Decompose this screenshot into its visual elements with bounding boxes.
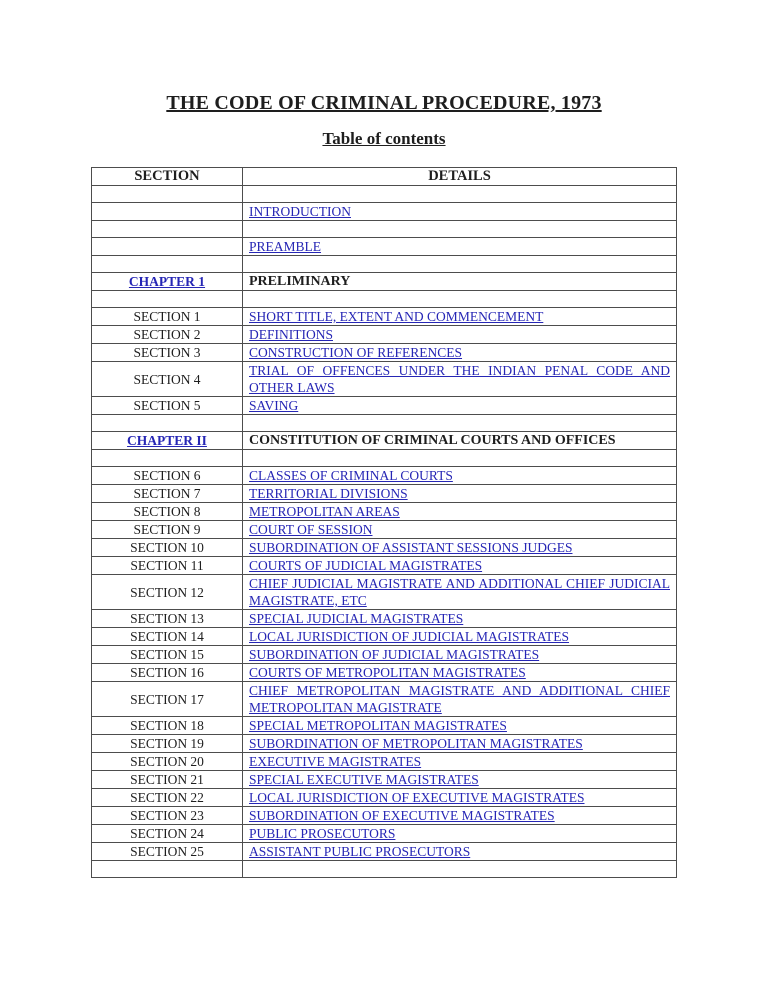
- table-row: [92, 575, 677, 610]
- section-cell: [92, 291, 243, 308]
- section-cell: [92, 203, 243, 221]
- section-detail-link[interactable]: CHIEF METROPOLITAN MAGISTRATE AND ADDITIONAL CHIEF METROPOLITAN MAGISTRATE: [249, 683, 670, 715]
- section-detail-link[interactable]: CLASSES OF CRIMINAL COURTS: [249, 468, 453, 483]
- table-row: [92, 825, 677, 843]
- section-cell: SECTION 1: [92, 308, 243, 326]
- toc-table: [91, 167, 677, 878]
- chapter-link[interactable]: CHAPTER II: [127, 433, 207, 448]
- section-detail-link[interactable]: SUBORDINATION OF METROPOLITAN MAGISTRATES: [249, 736, 583, 751]
- table-row: [92, 362, 677, 397]
- toc-header-row: [92, 168, 677, 186]
- details-cell: [243, 753, 677, 771]
- section-detail-link[interactable]: SUBORDINATION OF JUDICIAL MAGISTRATES: [249, 647, 540, 662]
- section-detail-link[interactable]: DEFINITIONS: [249, 327, 333, 342]
- details-cell: [243, 467, 677, 485]
- section-cell: [92, 221, 243, 238]
- table-row: [92, 789, 677, 807]
- section-cell: SECTION 25: [92, 843, 243, 861]
- details-cell: [243, 825, 677, 843]
- section-detail-link[interactable]: LOCAL JURISDICTION OF EXECUTIVE MAGISTRATES: [249, 790, 585, 805]
- section-cell: SECTION 4: [92, 362, 243, 397]
- section-cell: [92, 450, 243, 467]
- table-row: [92, 344, 677, 362]
- section-detail-link[interactable]: SPECIAL METROPOLITAN MAGISTRATES: [249, 718, 507, 733]
- details-cell: [243, 735, 677, 753]
- section-cell: SECTION 9: [92, 521, 243, 539]
- section-cell: [92, 861, 243, 878]
- section-cell: SECTION 11: [92, 557, 243, 575]
- details-cell: [243, 415, 677, 432]
- details-cell: [243, 539, 677, 557]
- table-row: [92, 807, 677, 825]
- details-cell: [243, 238, 677, 256]
- chapter-link[interactable]: CHAPTER 1: [128, 274, 206, 289]
- section-cell: SECTION 18: [92, 717, 243, 735]
- section-cell: [92, 273, 243, 291]
- details-cell: [243, 397, 677, 415]
- table-row: [92, 397, 677, 415]
- section-cell: SECTION 23: [92, 807, 243, 825]
- table-row: [92, 521, 677, 539]
- section-detail-link[interactable]: COURTS OF JUDICIAL MAGISTRATES: [249, 558, 483, 573]
- section-detail-link[interactable]: TERRITORIAL DIVISIONS: [249, 486, 408, 501]
- section-detail-link[interactable]: INTRODUCTION: [249, 204, 351, 219]
- section-cell: [92, 415, 243, 432]
- section-cell: SECTION 24: [92, 825, 243, 843]
- details-cell: [243, 628, 677, 646]
- section-cell: [92, 238, 243, 256]
- table-row: [92, 610, 677, 628]
- details-cell: [243, 557, 677, 575]
- section-cell: [92, 256, 243, 273]
- details-cell: [243, 344, 677, 362]
- table-row: [92, 717, 677, 735]
- section-cell: SECTION 10: [92, 539, 243, 557]
- spacer-row: [92, 221, 677, 238]
- section-detail-link[interactable]: EXECUTIVE MAGISTRATES: [249, 754, 422, 769]
- table-row: [92, 753, 677, 771]
- spacer-row: [92, 186, 677, 203]
- section-cell: SECTION 2: [92, 326, 243, 344]
- section-cell: SECTION 12: [92, 575, 243, 610]
- details-cell: [243, 450, 677, 467]
- section-detail-link[interactable]: SPECIAL EXECUTIVE MAGISTRATES: [249, 772, 479, 787]
- details-cell: [243, 521, 677, 539]
- section-detail-link[interactable]: SAVING: [249, 398, 299, 413]
- details-cell: [243, 203, 677, 221]
- section-detail-link[interactable]: ASSISTANT PUBLIC PROSECUTORS: [249, 844, 471, 859]
- details-header-cell: DETAILS: [243, 168, 677, 186]
- table-row: [92, 485, 677, 503]
- section-cell: SECTION 22: [92, 789, 243, 807]
- section-detail-link[interactable]: SHORT TITLE, EXTENT AND COMMENCEMENT: [249, 309, 544, 324]
- table-row: [92, 503, 677, 521]
- details-cell: [243, 256, 677, 273]
- table-row: [92, 273, 677, 291]
- section-cell: SECTION 15: [92, 646, 243, 664]
- details-cell: [243, 485, 677, 503]
- details-cell: [243, 503, 677, 521]
- section-cell: SECTION 5: [92, 397, 243, 415]
- section-cell: SECTION 13: [92, 610, 243, 628]
- details-cell: [243, 186, 677, 203]
- spacer-row: [92, 861, 677, 878]
- table-row: [92, 539, 677, 557]
- section-detail-link[interactable]: METROPOLITAN AREAS: [249, 504, 400, 519]
- table-row: [92, 432, 677, 450]
- section-cell: SECTION 19: [92, 735, 243, 753]
- details-cell: [243, 362, 677, 397]
- table-row: [92, 628, 677, 646]
- section-detail-link[interactable]: CONSTRUCTION OF REFERENCES: [249, 345, 463, 360]
- section-detail-link[interactable]: SUBORDINATION OF ASSISTANT SESSIONS JUDGES: [249, 540, 573, 555]
- section-cell: SECTION 8: [92, 503, 243, 521]
- section-cell: [92, 186, 243, 203]
- table-row: [92, 203, 677, 221]
- table-row: [92, 843, 677, 861]
- details-cell: [243, 771, 677, 789]
- details-cell: [243, 717, 677, 735]
- section-cell: SECTION 16: [92, 664, 243, 682]
- page-subtitle: Table of contents: [322, 129, 446, 148]
- spacer-row: [92, 415, 677, 432]
- section-cell: SECTION 14: [92, 628, 243, 646]
- details-cell: [243, 664, 677, 682]
- details-cell: [243, 221, 677, 238]
- section-header-cell: SECTION: [92, 168, 243, 186]
- table-row: [92, 682, 677, 717]
- details-cell: [243, 326, 677, 344]
- details-cell: CONSTITUTION OF CRIMINAL COURTS AND OFFICES: [243, 432, 677, 450]
- table-row: [92, 467, 677, 485]
- section-cell: SECTION 6: [92, 467, 243, 485]
- table-row: [92, 238, 677, 256]
- section-detail-link[interactable]: SUBORDINATION OF EXECUTIVE MAGISTRATES: [249, 808, 555, 823]
- section-detail-link[interactable]: PUBLIC PROSECUTORS: [249, 826, 396, 841]
- page-title: THE CODE OF CRIMINAL PROCEDURE, 1973: [166, 92, 602, 114]
- section-detail-link[interactable]: CHIEF JUDICIAL MAGISTRATE AND ADDITIONAL CHIEF JUDICIAL MAGISTRATE, ETC: [249, 576, 670, 608]
- table-row: [92, 646, 677, 664]
- section-detail-link[interactable]: LOCAL JURISDICTION OF JUDICIAL MAGISTRATES: [249, 629, 570, 644]
- details-cell: [243, 843, 677, 861]
- section-detail-link[interactable]: PREAMBLE: [249, 239, 322, 254]
- section-detail-link[interactable]: COURTS OF METROPOLITAN MAGISTRATES: [249, 665, 526, 680]
- details-cell: [243, 807, 677, 825]
- section-cell: SECTION 7: [92, 485, 243, 503]
- section-detail-link[interactable]: TRIAL OF OFFENCES UNDER THE INDIAN PENAL CODE AND OTHER LAWS: [249, 363, 670, 395]
- spacer-row: [92, 291, 677, 308]
- section-detail-link[interactable]: COURT OF SESSION: [249, 522, 373, 537]
- section-cell: SECTION 17: [92, 682, 243, 717]
- section-cell: SECTION 21: [92, 771, 243, 789]
- spacer-row: [92, 256, 677, 273]
- table-row: [92, 308, 677, 326]
- details-cell: [243, 291, 677, 308]
- details-cell: [243, 646, 677, 664]
- table-row: [92, 557, 677, 575]
- table-row: [92, 771, 677, 789]
- section-detail-link[interactable]: SPECIAL JUDICIAL MAGISTRATES: [249, 611, 464, 626]
- section-cell: [92, 432, 243, 450]
- details-cell: [243, 610, 677, 628]
- table-row: [92, 326, 677, 344]
- details-cell: [243, 308, 677, 326]
- details-cell: [243, 861, 677, 878]
- spacer-row: [92, 450, 677, 467]
- table-row: [92, 664, 677, 682]
- section-cell: SECTION 20: [92, 753, 243, 771]
- section-cell: SECTION 3: [92, 344, 243, 362]
- details-cell: [243, 682, 677, 717]
- details-cell: [243, 789, 677, 807]
- table-row: [92, 735, 677, 753]
- details-cell: PRELIMINARY: [243, 273, 677, 291]
- details-cell: [243, 575, 677, 610]
